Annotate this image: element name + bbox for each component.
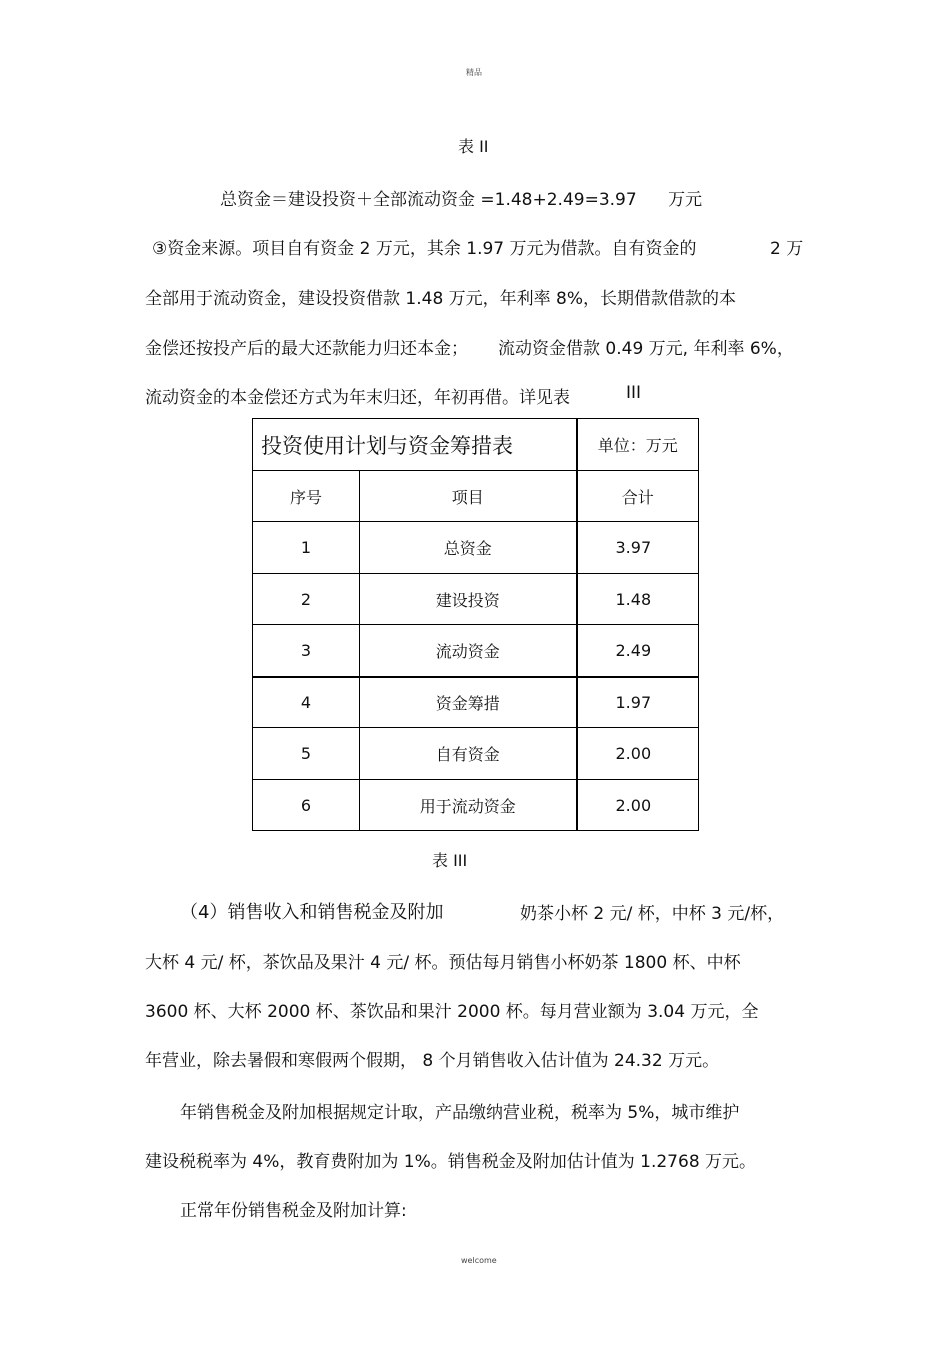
table-caption-iii: 表 III — [432, 851, 468, 870]
table-header-row — [253, 471, 699, 522]
table-title: 投资使用计划与资金筹措表 — [253, 419, 577, 471]
paragraph-line: 流动资金借款 0.49 万元, 年利率 6%， — [498, 339, 794, 359]
row-total: 1.48 — [577, 574, 699, 625]
paragraph-line: 金偿还按投产后的最大还款能力归还本金； — [145, 339, 468, 359]
row-item: 建设投资 — [360, 574, 577, 625]
formula-unit: 万元 — [668, 190, 703, 210]
paragraph-line: 奶茶小杯 2 元/ 杯，中杯 3 元/杯， — [520, 904, 785, 924]
column-header-item: 项目 — [360, 471, 577, 522]
paragraph-line: 2 万 — [770, 239, 804, 259]
row-item: 自有资金 — [360, 728, 577, 780]
table-row — [253, 728, 699, 780]
row-no: 6 — [253, 780, 360, 831]
row-total: 2.00 — [577, 728, 699, 780]
paragraph-line: 全部用于流动资金，建设投资借款 1.48 万元，年利率 8%，长期借款借款的本 — [145, 289, 737, 309]
page-footer-mark: welcome — [461, 1256, 497, 1265]
column-header-total: 合计 — [577, 471, 699, 522]
table-row — [253, 574, 699, 625]
row-item: 总资金 — [360, 522, 577, 574]
row-item: 用于流动资金 — [360, 780, 577, 831]
paragraph-line: 3600 杯、大杯 2000 杯、茶饮品和果汁 2000 杯。每月营业额为 3.04 万元，全 — [145, 1002, 759, 1022]
paragraph-line: 流动资金的本金偿还方式为年末归还，年初再借。详见表 — [145, 388, 570, 408]
page-header-mark: 精品 — [466, 68, 482, 77]
row-total: 2.49 — [577, 625, 699, 677]
row-no: 2 — [253, 574, 360, 625]
column-header-no: 序号 — [253, 471, 360, 522]
row-item: 资金筹措 — [360, 677, 577, 728]
paragraph-line — [152, 234, 697, 259]
table-row — [253, 780, 699, 831]
row-no: 5 — [253, 728, 360, 780]
calc-heading: 正常年份销售税金及附加计算: — [180, 1201, 407, 1221]
row-item: 流动资金 — [360, 625, 577, 677]
table-row — [253, 677, 699, 728]
table-unit: 单位：万元 — [577, 419, 699, 471]
paragraph-line: 年销售税金及附加根据规定计取，产品缴纳营业税，税率为 5%，城市维护 — [180, 1103, 740, 1123]
row-total: 3.97 — [577, 522, 699, 574]
total-funds-formula — [220, 185, 702, 210]
paragraph-line: 年营业，除去暑假和寒假两个假期， 8 个月销售收入估计值为 24.32 万元。 — [145, 1051, 720, 1071]
paragraph-line: III — [626, 383, 642, 403]
row-no: 3 — [253, 625, 360, 677]
row-no: 1 — [253, 522, 360, 574]
investment-funding-table — [252, 418, 699, 831]
row-total: 2.00 — [577, 780, 699, 831]
sales-section-heading: （4）销售收入和销售税金及附加 — [180, 902, 444, 923]
paragraph-line: 大杯 4 元/ 杯，茶饮品及果汁 4 元/ 杯。预估每月销售小杯奶茶 1800 杯、中杯 — [145, 953, 741, 973]
table-caption-ii: 表 II — [458, 137, 489, 156]
table-row — [253, 625, 699, 677]
paragraph-line: 建设税税率为 4%，教育费附加为 1%。销售税金及附加估计值为 1.2768 万元。 — [145, 1152, 757, 1172]
row-total: 1.97 — [577, 677, 699, 728]
row-no: 4 — [253, 677, 360, 728]
table-row — [253, 522, 699, 574]
table-title-row — [253, 419, 699, 471]
paragraph-text: ③资金来源。项目自有资金 2 万元，其余 1.97 万元为借款。自有资金的 — [152, 239, 697, 259]
formula-text: 总资金＝建设投资＋全部流动资金 =1.48+2.49=3.97 — [220, 190, 637, 210]
